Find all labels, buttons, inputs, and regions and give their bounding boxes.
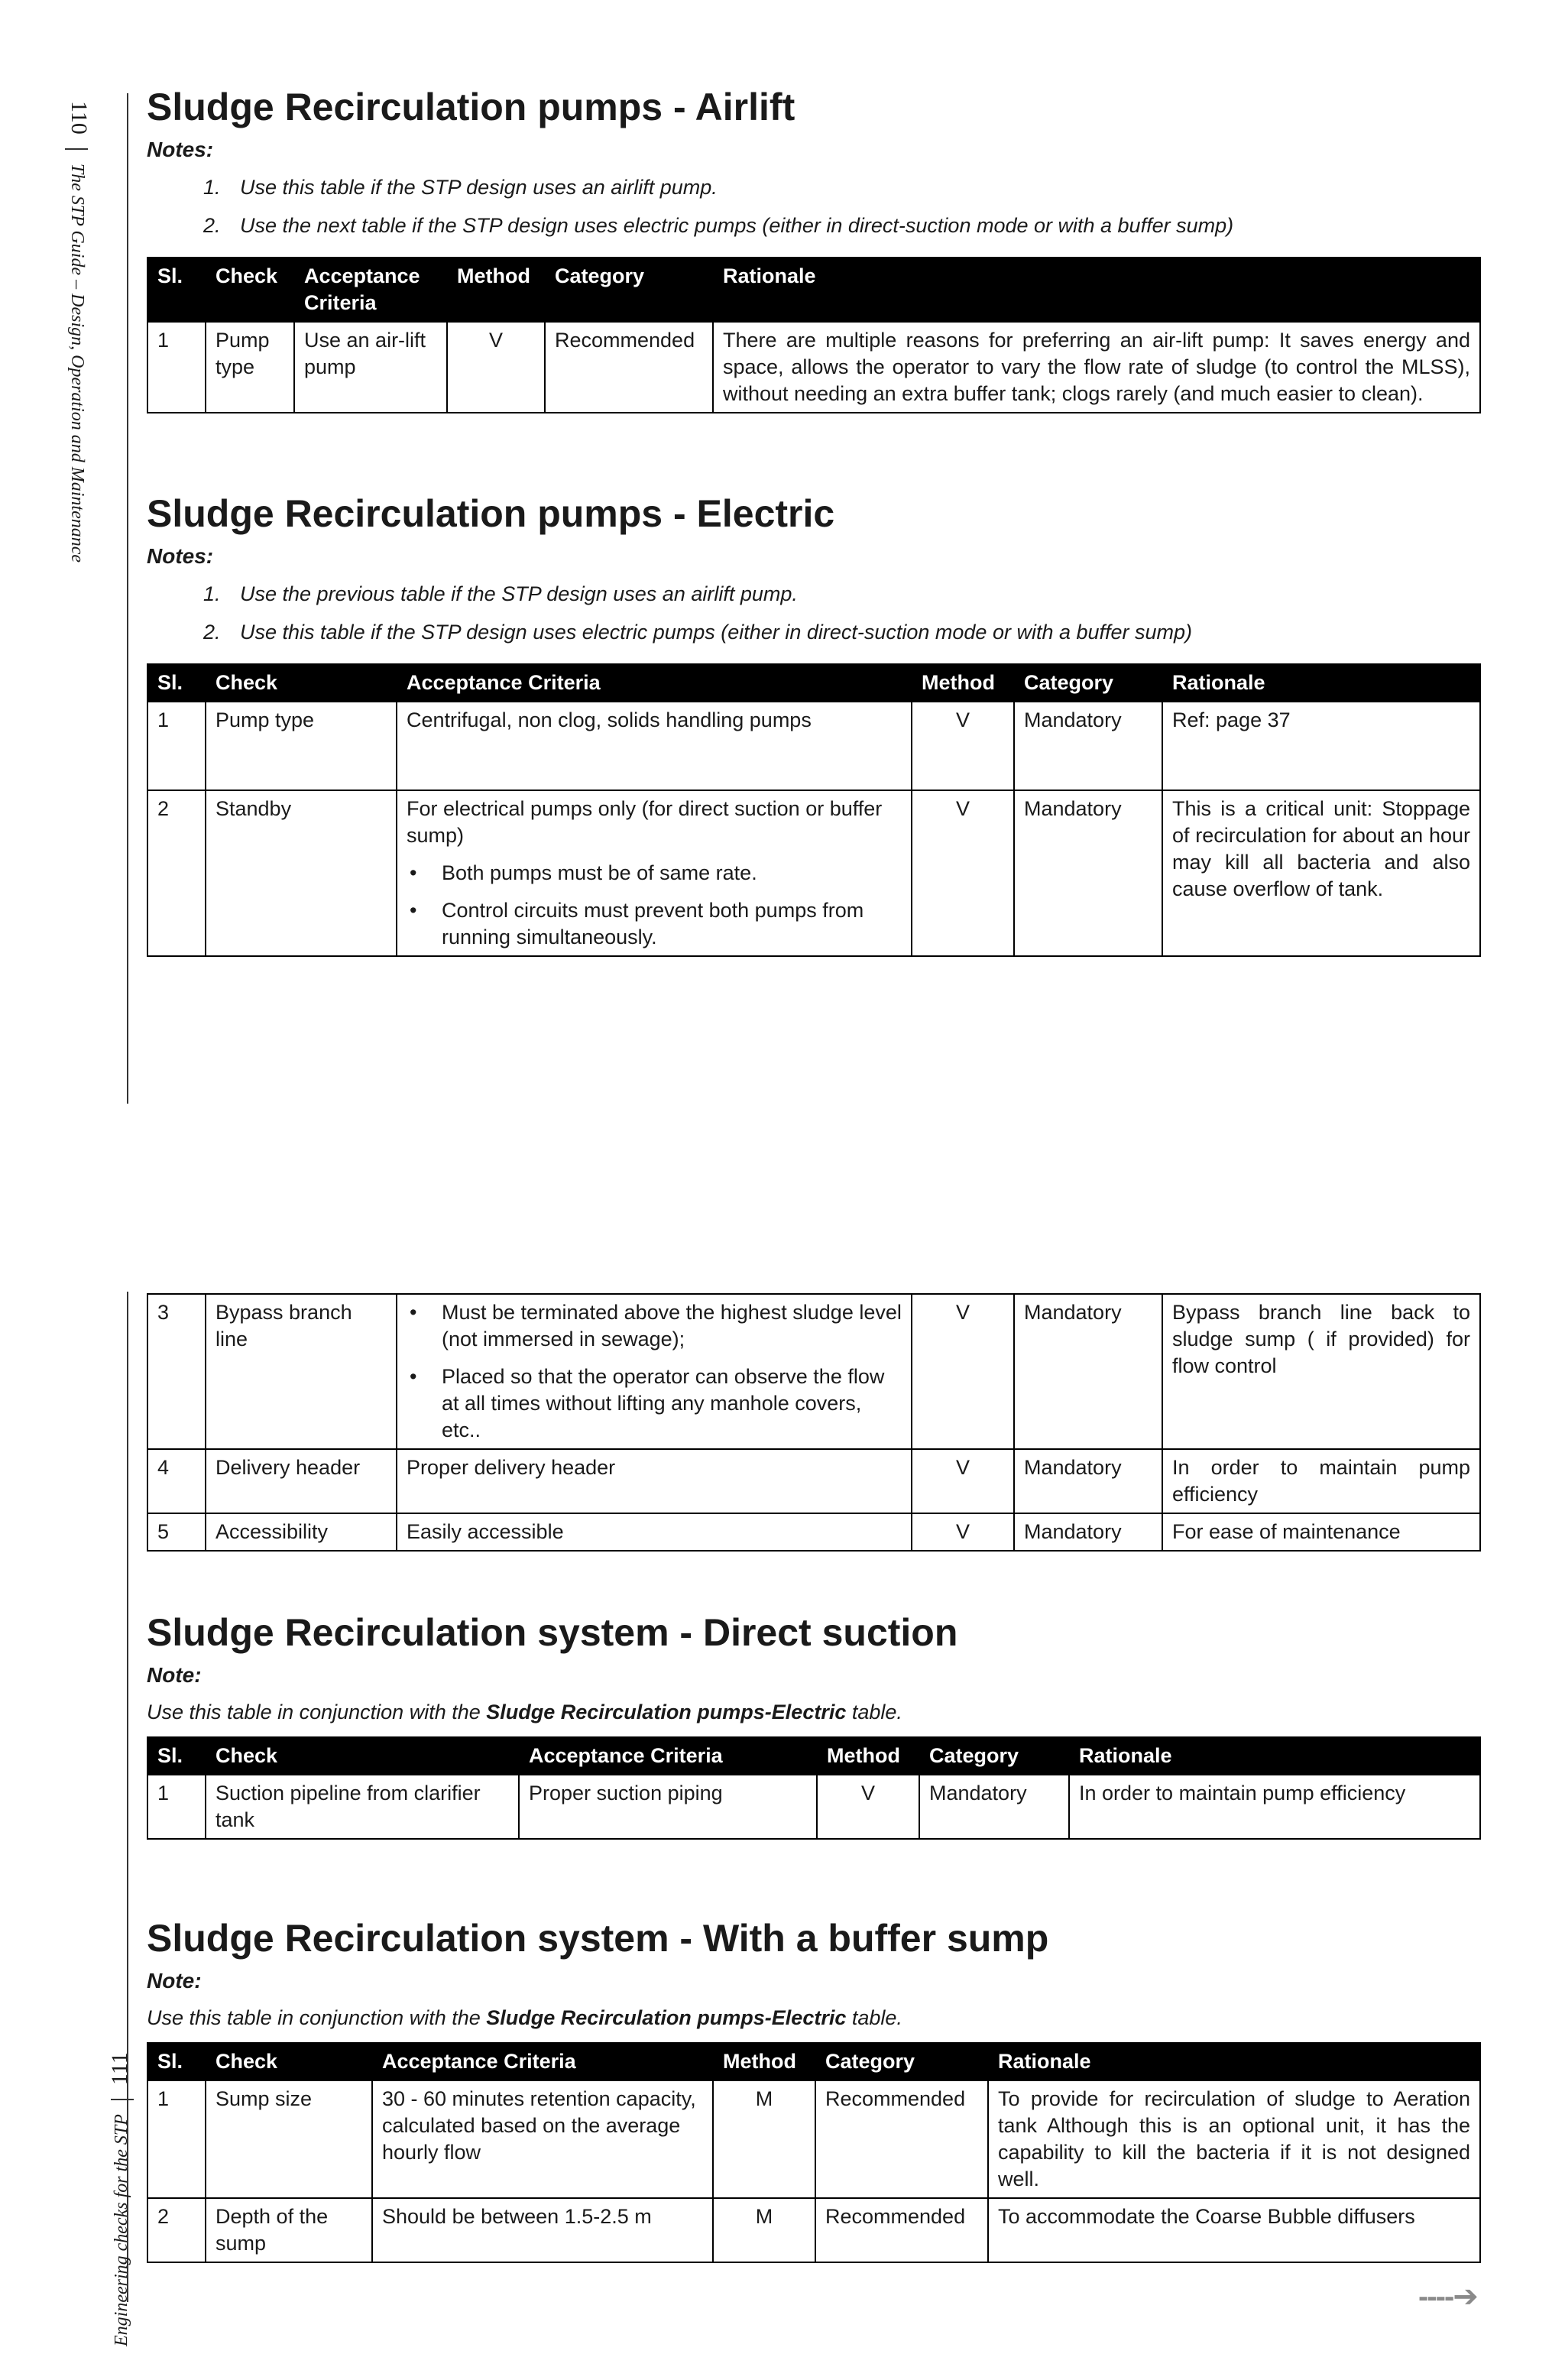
cell-check: Accessibility [206,1513,397,1551]
cell-sl: 2 [147,2198,206,2262]
notes-label: Notes: [147,543,214,568]
cell-check: Sump size [206,2080,372,2198]
cell-rationale: To accommodate the Coarse Bubble diffusers [988,2198,1480,2262]
cell-sl: 4 [147,1449,206,1513]
section-title: Sludge Recirculation system - With a buffer sump [147,1917,1049,1960]
note-label: Note: [147,1662,202,1687]
page-number-111: 111 [107,2052,132,2086]
notes-list [147,168,1481,245]
header-criteria: Acceptance Criteria [397,664,912,702]
note-item: 1. Use the previous table if the STP design uses an airlift pump. [226,575,1481,613]
header-method: Method [447,258,545,322]
table-row [147,1449,1480,1513]
cell-method: V [447,322,545,413]
criteria-bullets [407,1299,902,1444]
cell-method: V [912,702,1014,790]
cell-method: V [817,1775,919,1839]
cell-category: Recommended [815,2080,988,2198]
cell-criteria: Proper suction piping [519,1775,817,1839]
header-check: Check [206,664,397,702]
note-text: Use this table in conjunction with the Sludge Recirculation pumps-Electric table. [147,1700,902,1723]
cell-check: Pump type [206,702,397,790]
header-sl: Sl. [147,258,206,322]
cell-method: M [713,2198,815,2262]
section-title: Sludge Recirculation pumps - Electric [147,492,835,535]
electric-table [147,663,1481,957]
table-header-row [147,664,1480,702]
cell-category: Mandatory [1014,1513,1162,1551]
cell-criteria: Easily accessible [397,1513,912,1551]
table-row [147,790,1480,956]
cell-rationale: To provide for recirculation of sludge to Aeration tank Although this is an optional unit, it has the capability to kill the bacteria if it is not designed well. [988,2080,1480,2198]
table-row [147,1513,1480,1551]
header-category: Category [545,258,713,322]
top-margin-rule [127,93,128,1104]
cell-check: Suction pipeline from clarifier tank [206,1775,519,1839]
table-row [147,2080,1480,2198]
cell-category: Mandatory [1014,702,1162,790]
bullet-item: • Placed so that the operator can observe the flow at all times without lifting any manhole covers, etc.. [407,1363,902,1444]
airlift-table [147,257,1481,413]
table-header-row [147,258,1480,322]
note-text: Use this table in conjunction with the Sludge Recirculation pumps-Electric table. [147,2005,902,2029]
chapter-title: Engineering checks for the STP [112,2114,131,2346]
header-rationale: Rationale [1162,664,1480,702]
buffer-sump-section [147,1917,1481,2263]
running-head-top [65,101,92,563]
note-item: 2. Use the next table if the STP design uses electric pumps (either in direct-suction mode or with a buffer sump) [226,206,1481,245]
cell-check: Bypass branch line [206,1294,397,1449]
cell-sl: 1 [147,2080,206,2198]
header-category: Category [815,2043,988,2080]
cell-sl: 1 [147,702,206,790]
airlift-section [147,86,1481,413]
cell-method: V [912,1449,1014,1513]
header-method: Method [912,664,1014,702]
electric-continued-section [147,1293,1481,1552]
notes-label: Notes: [147,137,214,161]
criteria-bullets [407,860,902,951]
cell-method: V [912,1294,1014,1449]
cell-check: Depth of the sump [206,2198,372,2262]
cell-criteria: Use an air-lift pump [294,322,447,413]
cell-rationale: Bypass branch line back to sludge sump ( if provided) for flow control [1162,1294,1480,1449]
header-sl: Sl. [147,2043,206,2080]
cell-criteria: Centrifugal, non clog, solids handling pumps [397,702,912,790]
header-check: Check [206,1737,519,1775]
header-category: Category [1014,664,1162,702]
direct-suction-section [147,1611,1481,1840]
cell-category: Mandatory [919,1775,1069,1839]
bullet-item: • Must be terminated above the highest sludge level (not immersed in sewage); [407,1299,902,1353]
cell-method: V [912,790,1014,956]
table-row [147,2198,1480,2262]
buffer-sump-table [147,2042,1481,2263]
header-criteria: Acceptance Criteria [294,258,447,322]
criteria-intro: For electrical pumps only (for direct suction or buffer sump) [407,796,883,847]
cell-criteria: 30 - 60 minutes retention capacity, calculated based on the average hourly flow [372,2080,713,2198]
cell-sl: 1 [147,322,206,413]
cell-category: Mandatory [1014,1449,1162,1513]
cell-sl: 3 [147,1294,206,1449]
cell-rationale: This is a critical unit: Stoppage of recirculation for about an hour may kill all bacteria and also cause overflow of tank. [1162,790,1480,956]
header-rationale: Rationale [1069,1737,1480,1775]
header-check: Check [206,258,294,322]
table-row [147,702,1480,790]
bullet-item: • Both pumps must be of same rate. [407,860,902,887]
section-title: Sludge Recirculation pumps - Airlift [147,86,795,128]
cell-category: Mandatory [1014,790,1162,956]
header-divider [65,148,88,150]
table-header-row [147,1737,1480,1775]
table-header-row [147,2043,1480,2080]
electric-section [147,492,1481,957]
header-sl: Sl. [147,1737,206,1775]
cell-sl: 1 [147,1775,206,1839]
table-row [147,1775,1480,1839]
bullet-item: • Control circuits must prevent both pumps from running simultaneously. [407,897,902,951]
note-item: 1. Use this table if the STP design uses an airlift pump. [226,168,1481,206]
footer-divider [111,2099,134,2100]
header-category: Category [919,1737,1069,1775]
running-head-bottom [107,2052,134,2346]
direct-suction-table [147,1736,1481,1840]
cell-rationale: For ease of maintenance [1162,1513,1480,1551]
cell-criteria [397,790,912,956]
continue-arrow-icon: ----➔ [1418,2280,1477,2314]
notes-list [147,575,1481,651]
cell-category: Recommended [545,322,713,413]
cell-method: M [713,2080,815,2198]
cell-check: Delivery header [206,1449,397,1513]
cell-criteria [397,1294,912,1449]
note-item: 2. Use this table if the STP design uses electric pumps (either in direct-suction mode or with a buffer sump) [226,613,1481,651]
electric-table-continued [147,1293,1481,1552]
table-row [147,1294,1480,1449]
cell-category: Mandatory [1014,1294,1162,1449]
cell-rationale: Ref: page 37 [1162,702,1480,790]
header-method: Method [713,2043,815,2080]
cell-criteria: Should be between 1.5-2.5 m [372,2198,713,2262]
book-title: The STP Guide – Design, Operation and Maintenance [67,163,87,563]
cell-check: Standby [206,790,397,956]
cell-sl: 2 [147,790,206,956]
header-check: Check [206,2043,372,2080]
cell-category: Recommended [815,2198,988,2262]
cell-criteria: Proper delivery header [397,1449,912,1513]
cell-check: Pump type [206,322,294,413]
header-rationale: Rationale [988,2043,1480,2080]
page-number-110: 110 [66,101,92,135]
table-row [147,322,1480,413]
note-label: Note: [147,1968,202,1993]
cell-rationale: In order to maintain pump efficiency [1162,1449,1480,1513]
header-rationale: Rationale [713,258,1480,322]
cell-method: V [912,1513,1014,1551]
cell-rationale: There are multiple reasons for preferring an air-lift pump: It saves energy and space, allows the operator to vary the flow rate of sludge (to control the MLSS), without needing an extra buffer tank; clogs rarely (and much easier to clean). [713,322,1480,413]
header-sl: Sl. [147,664,206,702]
header-criteria: Acceptance Criteria [519,1737,817,1775]
cell-sl: 5 [147,1513,206,1551]
section-title: Sludge Recirculation system - Direct suction [147,1611,958,1654]
header-criteria: Acceptance Criteria [372,2043,713,2080]
header-method: Method [817,1737,919,1775]
cell-rationale: In order to maintain pump efficiency [1069,1775,1480,1839]
